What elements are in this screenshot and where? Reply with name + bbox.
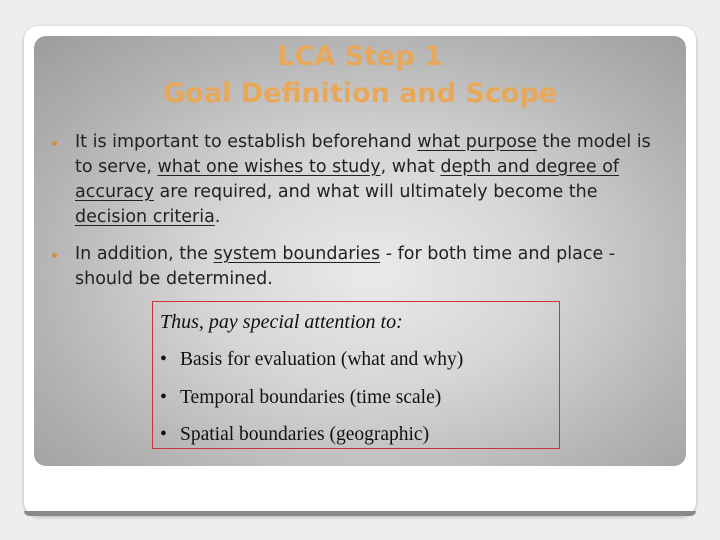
callout-item-text: Spatial boundaries (geographic) bbox=[180, 424, 430, 445]
bullet-text-part: , what bbox=[380, 157, 441, 177]
callout-item-text: Basis for evaluation (what and why) bbox=[180, 349, 464, 370]
callout-item bbox=[160, 423, 463, 447]
bullet-list bbox=[50, 130, 660, 304]
underlined-phrase: what purpose bbox=[417, 132, 537, 152]
callout-bullet-icon: • bbox=[160, 424, 167, 445]
bullet-text-part: are required, and what will ultimately become the bbox=[153, 182, 598, 202]
bullet-text-part: In addition, the bbox=[75, 244, 214, 264]
underlined-phrase: depth and degree of accuracy bbox=[75, 157, 620, 202]
callout-item bbox=[160, 386, 463, 410]
bullet-marker-icon bbox=[52, 253, 57, 258]
bullet-text bbox=[75, 244, 615, 289]
bullet-item bbox=[50, 130, 660, 230]
slide-title bbox=[34, 38, 686, 112]
bullet-text bbox=[75, 132, 651, 227]
bullet-text-part: . bbox=[214, 207, 221, 227]
callout-box bbox=[152, 301, 560, 449]
bullet-text-part: - for both time and place - should be determined. bbox=[75, 244, 616, 289]
callout-item-text: Temporal boundaries (time scale) bbox=[180, 386, 442, 408]
bullet-item bbox=[50, 242, 660, 292]
underlined-phrase: decision criteria bbox=[75, 207, 215, 227]
bullet-marker-icon bbox=[52, 141, 57, 146]
callout-bullet-icon: • bbox=[160, 349, 167, 370]
slide-title-line-2: Goal Definition and Scope bbox=[163, 78, 557, 109]
slide-title-line-1: LCA Step 1 bbox=[277, 41, 443, 72]
underlined-phrase: system boundaries bbox=[213, 244, 381, 264]
bullet-text-part: It is important to establish beforehand bbox=[75, 132, 418, 152]
callout-title: Thus, pay special attention to: bbox=[160, 311, 403, 333]
bullet-text-part: the model is to serve, bbox=[75, 132, 651, 177]
callout-bullet-icon: • bbox=[160, 386, 167, 408]
callout-list bbox=[160, 348, 463, 461]
underlined-phrase: what one wishes to study bbox=[157, 157, 381, 177]
slide-frame-shadow bbox=[24, 511, 696, 516]
callout-item bbox=[160, 348, 463, 372]
